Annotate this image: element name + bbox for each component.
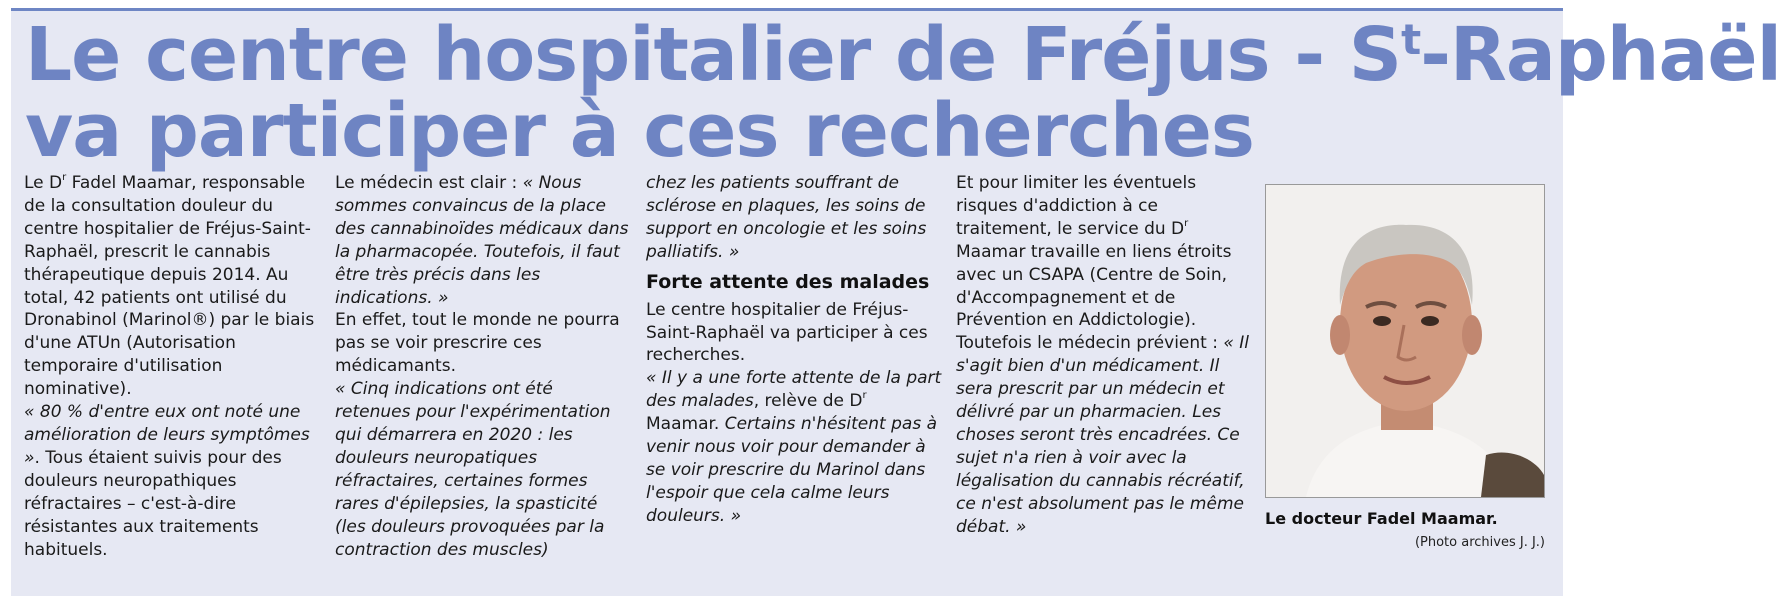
col3-p3-quote2: Certains n'hésitent pas à venir nous voir pour demander à se voir prescrire du Marinol dans l'espoir que cela calme leurs douleurs. » bbox=[646, 414, 937, 526]
col2-paragraph-1 bbox=[335, 172, 631, 309]
col2-p3-quote: « Cinq indications ont été retenues pour l'expérimentation qui démarrera en 2020 : les douleurs neuropatiques réfractaires, certaines formes rares d'épilepsies, la spasticité (les douleurs provoquées par la contraction des muscles) bbox=[335, 379, 611, 560]
headline-line1-start: Le centre hospitalier de Fréjus - S bbox=[25, 12, 1402, 98]
col1-p1-text-a: Le D bbox=[24, 173, 63, 193]
article-column-4 bbox=[956, 172, 1252, 539]
col1-p1-text-b: Fadel Maamar, responsable de la consultation douleur du centre hospitalier de Fréjus-Saint-Raphaël, prescrit le cannabis thérapeutique depuis 2014. Au total, 42 patients ont utilisé du Dronabinol (Marinol®) par le biais d'une ATUn (Autorisation temporaire d'utilisation nominative). bbox=[24, 173, 315, 400]
col3-p3-mid-b: Maamar. bbox=[646, 414, 725, 435]
section-subheading: Forte attente des malades bbox=[646, 270, 930, 293]
col3-p3-sup: r bbox=[862, 390, 867, 402]
col2-p1-intro: Le médecin est clair : bbox=[335, 173, 523, 193]
col1-p1-sup: r bbox=[62, 172, 67, 183]
headline bbox=[25, 12, 1781, 174]
col3-paragraph-1 bbox=[646, 172, 942, 264]
col1-paragraph-2 bbox=[24, 401, 320, 561]
article-column-3 bbox=[646, 172, 942, 528]
col3-paragraph-2: Le centre hospitalier de Fréjus-Saint-Raphaël va participer à ces recherches. bbox=[646, 299, 928, 366]
col3-p3-quote1: « Il y a une forte attente de la part des malades bbox=[646, 368, 942, 412]
col3-p1-quote: chez les patients souffrant de sclérose en plaques, les soins de support en oncologie et les soins palliatifs. » bbox=[646, 173, 927, 262]
headline-line2: va participer à ces recherches bbox=[25, 88, 1254, 174]
col4-p1-text-b: Maamar travaille en liens étroits avec un CSAPA (Centre de Soin, d'Accompagnement et de Prévention en Addictologie). bbox=[956, 241, 1232, 331]
photo-caption: Le docteur Fadel Maamar. bbox=[1265, 509, 1498, 528]
col4-p2-intro: Toutefois le médecin prévient : bbox=[956, 333, 1224, 354]
col3-p3-mid-a: , relève de D bbox=[753, 391, 863, 412]
col3-paragraph-3 bbox=[646, 367, 942, 527]
col2-p1-quote: « Nous sommes convaincus de la place des cannabinoïdes médicaux dans la pharmacopée. Toutefois, il faut être très précis dans les indications. » bbox=[335, 173, 629, 308]
headline-superscript: t bbox=[1401, 15, 1421, 64]
col4-p1-text-a: Et pour limiter les éventuels risques d'addiction à ce traitement, le service du D bbox=[956, 173, 1197, 239]
col2-paragraph-2: En effet, tout le monde ne pourra pas se voir prescrire ces médicamants. bbox=[335, 310, 620, 377]
headline-line1-end: -Raphaël bbox=[1420, 12, 1781, 98]
col4-p1-sup: r bbox=[1184, 217, 1189, 229]
col4-p2-quote: « Il s'agit bien d'un médicament. Il sera prescrit par un médecin et délivré par un pharmacien. Les choses seront très encadrées. Ce sujet n'a rien à voir avec la légalisation du cannabis récréatif, ce n'est absolument pas le même débat. » bbox=[956, 333, 1249, 537]
portrait-photo bbox=[1265, 184, 1545, 498]
col1-paragraph-1 bbox=[24, 172, 320, 401]
photo-credit: (Photo archives J. J.) bbox=[1414, 535, 1545, 550]
portrait-illustration bbox=[1266, 185, 1544, 497]
col4-paragraph-2 bbox=[956, 332, 1252, 538]
article-column-1 bbox=[24, 172, 320, 561]
col2-paragraph-3 bbox=[335, 378, 631, 561]
col1-p2-text: . Tous étaient suivis pour des douleurs neuropathiques réfractaires – c'est-à-dire résistantes aux traitements habituels. bbox=[24, 447, 282, 560]
article-column-2 bbox=[335, 172, 631, 561]
col4-paragraph-1 bbox=[956, 172, 1252, 332]
col1-quote: « 80 % d'entre eux ont noté une amélioration de leurs symptômes » bbox=[24, 402, 310, 468]
